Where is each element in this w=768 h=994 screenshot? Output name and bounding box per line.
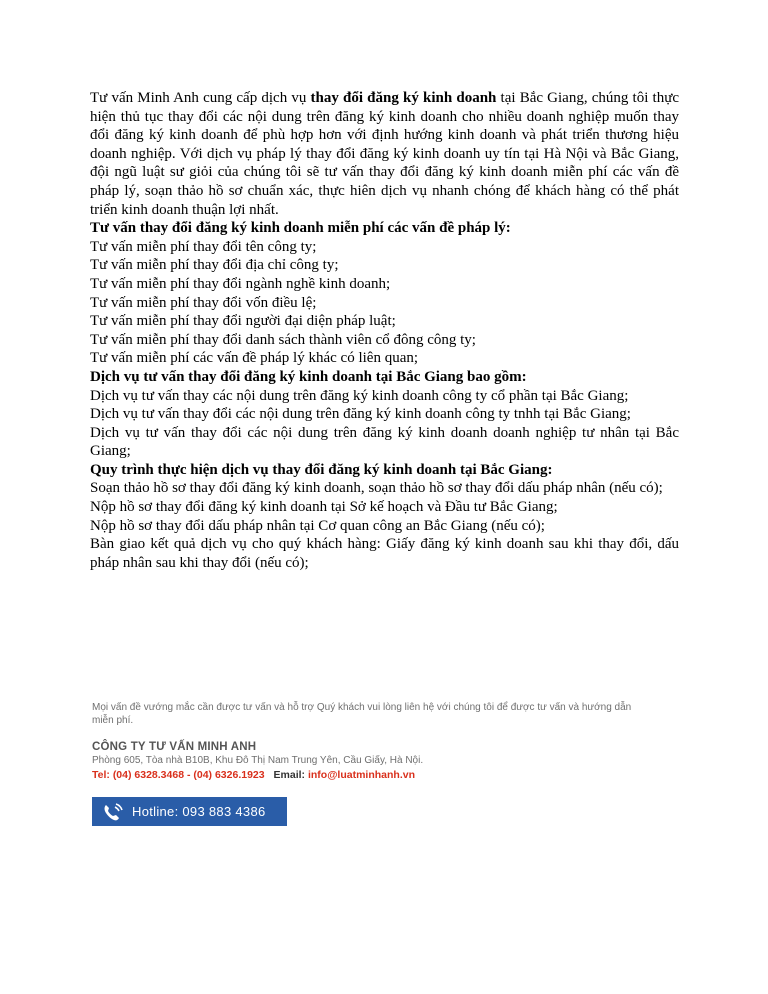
contact-block [92,701,652,781]
phone-icon [100,801,126,823]
section-heading-process: Quy trình thực hiện dịch vụ thay đổi đăng ký kinh doanh tại Bắc Giang: [90,461,553,478]
list-item: Dịch vụ tư vấn thay đổi các nội dung trên đăng ký kinh doanh doanh nghiệp tư nhân tại Bắc Giang; [90,424,679,460]
intro-bold-keyword: thay đổi đăng ký kinh doanh [310,90,497,106]
list-item: Bàn giao kết quả dịch vụ cho quý khách hàng: Giấy đăng ký kinh doanh sau khi thay đổi, dấu pháp nhân sau khi thay đổi (nếu có); [90,536,679,571]
list-item: Dịch vụ tư vấn thay đổi các nội dung trên đăng ký kinh doanh công ty tnhh tại Bắc Giang; [90,406,631,423]
list-item: Tư vấn miễn phí thay đổi người đại diện pháp luật; [90,313,396,330]
intro-text-2: tại Bắc Giang, chúng tôi thực hiện thủ tục thay đổi các nội dung trên đăng ký kinh doanh cho nhiều doanh nghiệp muốn thay đổi đăng ký kinh doanh để phù hợp hơn với định hướng kinh doanh và phát triển thương hiệu doanh nghiệp. Với dịch vụ pháp lý thay đổi đăng ký kinh doanh uy tín tại Hà Nội và Bắc Giang, đội ngũ luật sư giỏi của chúng tôi sẽ tư vấn thay đổi đăng ký kinh doanh miễn phí các vấn đề pháp lý, soạn thảo hồ sơ chuẩn xác, thực hiên dịch vụ nhanh chóng để khách hàng có thể phát triển kinh doanh thuận lợi nhất. [90,90,679,218]
contact-note: Mọi vấn đề vướng mắc cần được tư vấn và hỗ trợ Quý khách vui lòng liên hệ với chúng tôi để được tư vấn và hướng dẫn miễn phí. [92,702,632,726]
list-item: Nộp hồ sơ thay đổi đăng ký kinh doanh tại Sở kế hoạch và Đầu tư Bắc Giang; [90,499,558,516]
intro-text-1: Tư vấn Minh Anh cung cấp dịch vụ [90,90,311,106]
list-item: Tư vấn miễn phí thay đổi địa chỉ công ty; [90,257,339,274]
company-name: CÔNG TY TƯ VẤN MINH ANH [92,741,257,753]
list-item: Nộp hồ sơ thay đổi dấu pháp nhân tại Cơ quan công an Bắc Giang (nếu có); [90,517,545,534]
tel-label: Tel: [92,769,110,781]
list-item: Dịch vụ tư vấn thay các nội dung trên đăng ký kinh doanh công ty cổ phần tại Bắc Giang; [90,387,629,404]
section-heading-services: Dịch vụ tư vấn thay đổi đăng ký kinh doanh tại Bắc Giang bao gồm: [90,368,527,385]
email-label: Email: [273,769,306,781]
email-link[interactable]: info@luatminhanh.vn [307,769,416,781]
hotline-banner[interactable] [92,797,287,826]
list-item: Tư vấn miễn phí thay đổi danh sách thành viên cổ đông công ty; [90,331,476,348]
list-item: Tư vấn miễn phí thay đổi vốn điều lệ; [90,294,317,311]
list-item: Tư vấn miễn phí thay đổi ngành nghề kinh doanh; [90,275,391,292]
tel-value[interactable]: (04) 6328.3468 - (04) 6326.1923 [112,769,265,781]
section-heading-free-consulting: Tư vấn thay đổi đăng ký kinh doanh miễn phí các vấn đề pháp lý: [90,220,511,237]
document-body [90,89,679,572]
tel-row [92,769,652,781]
company-address: Phòng 605, Tòa nhà B10B, Khu Đô Thị Nam Trung Yên, Cầu Giấy, Hà Nội. [92,755,424,766]
list-item: Tư vấn miễn phí các vấn đề pháp lý khác có liên quan; [90,350,419,367]
intro-paragraph [90,89,679,219]
hotline-number: Hotline: 093 883 4386 [132,804,266,819]
list-item: Soạn thảo hồ sơ thay đổi đăng ký kinh doanh, soạn thảo hồ sơ thay đổi dấu pháp nhân (nếu có); [90,480,663,497]
list-item: Tư vấn miễn phí thay đổi tên công ty; [90,238,317,255]
